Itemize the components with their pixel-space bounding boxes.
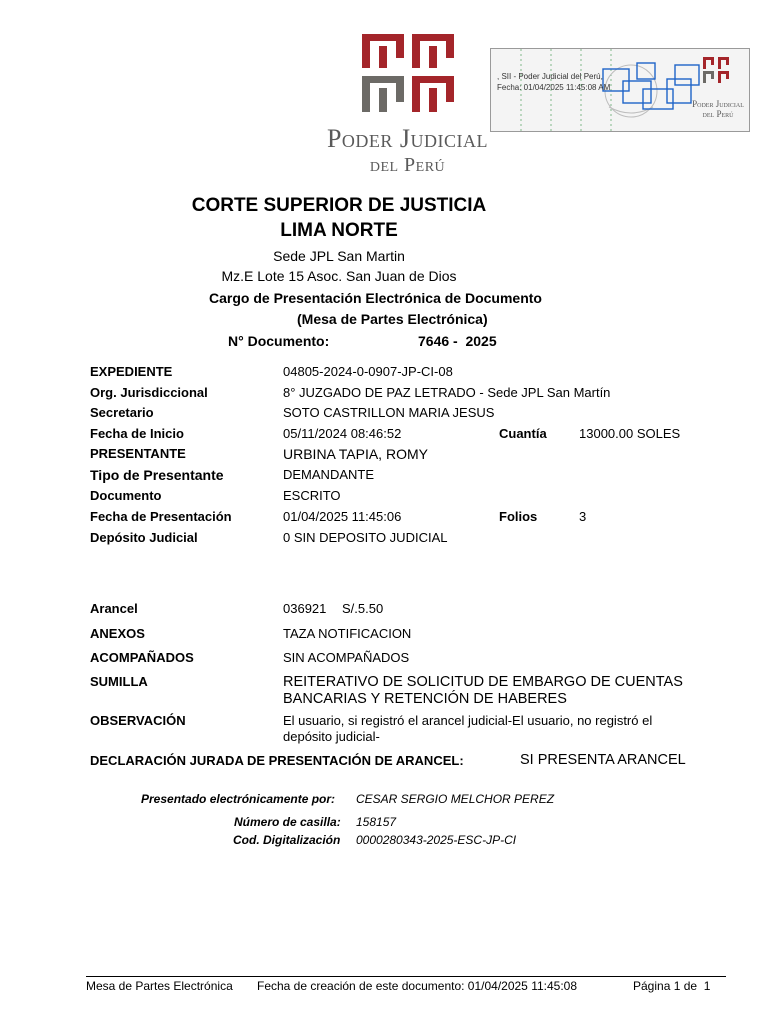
footer-page-number: Página 1 de 1 (633, 979, 711, 993)
org-value: 8° JUZGADO DE PAZ LETRADO - Sede JPL San Martín (283, 385, 611, 400)
document-number-label: N° Documento: (228, 333, 330, 349)
casilla-value: 158157 (356, 815, 397, 829)
digitalizacion-value: 0000280343-2025-ESC-JP-CI (356, 833, 517, 847)
presentado-value: CESAR SERGIO MELCHOR PEREZ (356, 792, 555, 806)
acompanados-label: ACOMPAÑADOS (90, 650, 194, 665)
fecha-presentacion-label: Fecha de Presentación (90, 509, 232, 524)
court-sede: Sede JPL San Martin (273, 248, 405, 264)
stamp-org-line2: del Perú (702, 109, 734, 119)
expediente-value: 04805-2024-0-0907-JP-CI-08 (283, 364, 453, 379)
document-title-line1: Cargo de Presentación Electrónica de Documento (209, 290, 542, 306)
court-name-line2: LIMA NORTE (280, 220, 398, 241)
sumilla-label: SUMILLA (90, 674, 148, 689)
court-address: Mz.E Lote 15 Asoc. San Juan de Dios (221, 268, 457, 284)
digitalizacion-label: Cod. Digitalización (233, 833, 341, 847)
arancel-amount: S/.5.50 (342, 601, 384, 616)
observacion-value: El usuario, si registró el arancel judicial-El usuario, no registró el depósito judicial- (283, 713, 653, 744)
digital-signature-stamp (490, 48, 750, 132)
logo-text (300, 124, 515, 176)
stamp-line1: , SII - Poder Judicial del Perú, (497, 72, 603, 81)
presentante-value: URBINA TAPIA, ROMY (283, 446, 428, 462)
stamp-line2: Fecha: 01/04/2025 11:45:08 AM (497, 83, 611, 92)
footer-creation-date: Fecha de creación de este documento: 01/04/2025 11:45:08 (257, 979, 578, 993)
footer-divider (86, 976, 726, 977)
folios-value: 3 (579, 509, 587, 524)
declaracion-label: DECLARACIÓN JURADA DE PRESENTACIÓN DE ARANCEL: (90, 753, 464, 768)
logo-org-line1: Poder Judicial (326, 124, 489, 153)
stamp-org-text (689, 99, 747, 119)
deposito-label: Depósito Judicial (90, 530, 198, 545)
cuantia-label: Cuantía (499, 426, 547, 441)
logo-org-line2: del Perú (369, 154, 446, 176)
folios-label: Folios (499, 509, 538, 524)
deposito-value: 0 SIN DEPOSITO JUDICIAL (283, 530, 448, 545)
presentado-label: Presentado electrónicamente por: (141, 792, 336, 806)
arancel-code: 036921 (283, 601, 327, 616)
court-name-line1: CORTE SUPERIOR DE JUSTICIA (191, 195, 487, 216)
declaracion-value: SI PRESENTA ARANCEL (520, 752, 686, 768)
presentante-label: PRESENTANTE (90, 446, 186, 461)
documento-value: ESCRITO (283, 488, 341, 503)
document-title-line2: (Mesa de Partes Electrónica) (297, 311, 488, 327)
fecha-presentacion-value: 01/04/2025 11:45:06 (283, 509, 402, 524)
secretario-value: SOTO CASTRILLON MARIA JESUS (283, 405, 495, 420)
org-label: Org. Jurisdiccional (90, 385, 208, 400)
tipo-presentante-label: Tipo de Presentante (90, 467, 224, 483)
secretario-label: Secretario (90, 405, 154, 420)
documento-label: Documento (90, 488, 162, 503)
cuantia-value: 13000.00 SOLES (579, 426, 681, 441)
anexos-label: ANEXOS (90, 626, 145, 641)
anexos-value: TAZA NOTIFICACION (283, 626, 412, 641)
document-number: 7646 - 2025 (418, 333, 497, 349)
stamp-text (497, 71, 610, 93)
fecha-inicio-value: 05/11/2024 08:46:52 (283, 426, 402, 441)
sumilla-value: REITERATIVO DE SOLICITUD DE EMBARGO DE CUENTAS BANCARIAS Y RETENCIÓN DE HABERES (283, 674, 683, 707)
acompanados-value: SIN ACOMPAÑADOS (283, 650, 410, 665)
fecha-inicio-label: Fecha de Inicio (90, 426, 184, 441)
observacion-label: OBSERVACIÓN (90, 713, 186, 728)
stamp-org-line1: Poder Judicial (692, 99, 744, 109)
footer-left: Mesa de Partes Electrónica (86, 979, 233, 993)
expediente-label: EXPEDIENTE (90, 364, 173, 379)
arancel-label: Arancel (90, 601, 138, 616)
poder-judicial-logo (362, 34, 454, 114)
tipo-presentante-value: DEMANDANTE (283, 467, 375, 482)
casilla-label: Número de casilla: (234, 815, 341, 829)
